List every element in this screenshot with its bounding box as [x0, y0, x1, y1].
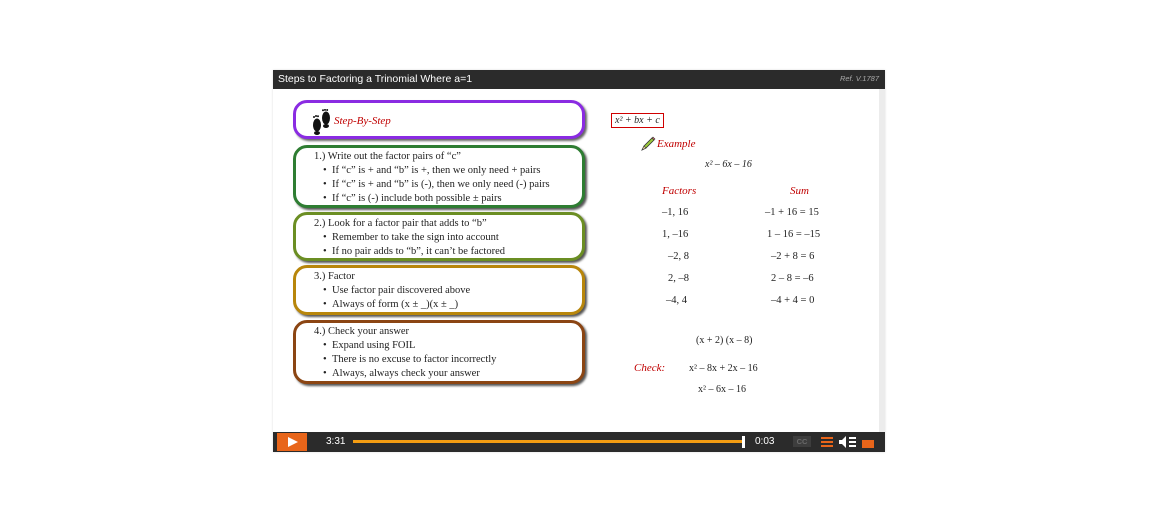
trinomial-formula: x² + bx + c: [611, 113, 664, 128]
pair-sum: –2 + 8 = 6: [771, 251, 815, 262]
seek-bar[interactable]: [353, 440, 742, 443]
step-4-box: [293, 320, 585, 384]
reference-code: Ref. V.1787: [839, 74, 879, 83]
example-label: Example: [657, 138, 696, 150]
step-4-bullet: • Expand using FOIL: [332, 340, 415, 351]
elapsed-time: 3:31: [326, 436, 346, 447]
example-expression: x² – 6x – 16: [705, 159, 752, 170]
footprints-icon: [310, 109, 334, 135]
step-3-heading: 3.) Factor: [314, 271, 355, 282]
step-4-bullet: • There is no excuse to factor incorrectly: [332, 354, 496, 365]
menu-icon[interactable]: [821, 437, 833, 447]
captions-button[interactable]: CC: [793, 436, 811, 447]
factored-result: (x + 2) (x – 8): [696, 335, 753, 346]
pair-sum: 2 – 8 = –6: [771, 273, 814, 284]
video-player: [273, 70, 885, 452]
fullscreen-icon[interactable]: [862, 436, 874, 448]
step-2-box: [293, 212, 585, 261]
factors-header: Factors: [662, 185, 697, 197]
pencil-icon: [640, 136, 656, 152]
video-title: Steps to Factoring a Trinomial Where a=1: [278, 73, 473, 85]
step-1-bullet: • If “c” is (-) include both possible ± pairs: [332, 193, 502, 204]
step-4-heading: 4.) Check your answer: [314, 326, 410, 337]
volume-icon[interactable]: [839, 436, 857, 448]
play-button[interactable]: [277, 433, 307, 451]
slide-content: [273, 89, 885, 432]
check-label: Check:: [634, 362, 666, 374]
step-by-step-title: Step-By-Step: [334, 115, 391, 127]
step-2-bullet: • Remember to take the sign into account: [332, 232, 499, 243]
slide-scrollbar[interactable]: [879, 89, 885, 432]
title-bar: [273, 70, 885, 89]
step-2-bullet: • If no pair adds to “b”, it can’t be factored: [332, 246, 505, 257]
remaining-time: 0:03: [755, 436, 775, 447]
step-3-box: [293, 265, 585, 315]
factor-pair: 1, –16: [662, 229, 689, 240]
check-result: x² – 6x – 16: [698, 384, 746, 395]
pair-sum: –4 + 4 = 0: [771, 295, 815, 306]
pair-sum: 1 – 16 = –15: [767, 229, 821, 240]
factor-pair: –2, 8: [668, 251, 689, 262]
factor-pair: –4, 4: [666, 295, 687, 306]
sum-header: Sum: [790, 185, 809, 197]
seek-handle[interactable]: [742, 436, 745, 448]
step-1-box: [293, 145, 585, 208]
step-3-bullet: • Use factor pair discovered above: [332, 285, 470, 296]
check-expansion: x² – 8x + 2x – 16: [689, 363, 758, 374]
step-by-step-header: [293, 100, 585, 139]
step-4-bullet: • Always, always check your answer: [332, 368, 480, 379]
pair-sum: –1 + 16 = 15: [765, 207, 819, 218]
step-1-heading: 1.) Write out the factor pairs of “c”: [314, 151, 461, 162]
step-1-bullet: • If “c” is + and “b” is (-), then we only need (-) pairs: [332, 179, 550, 190]
player-controls: [273, 432, 885, 452]
factor-pair: –1, 16: [662, 207, 689, 218]
step-1-bullet: • If “c” is + and “b” is +, then we only need + pairs: [332, 165, 540, 176]
factor-pair: 2, –8: [668, 273, 689, 284]
step-2-heading: 2.) Look for a factor pair that adds to “b”: [314, 218, 487, 229]
step-3-bullet: • Always of form (x ± _)(x ± _): [332, 299, 458, 310]
